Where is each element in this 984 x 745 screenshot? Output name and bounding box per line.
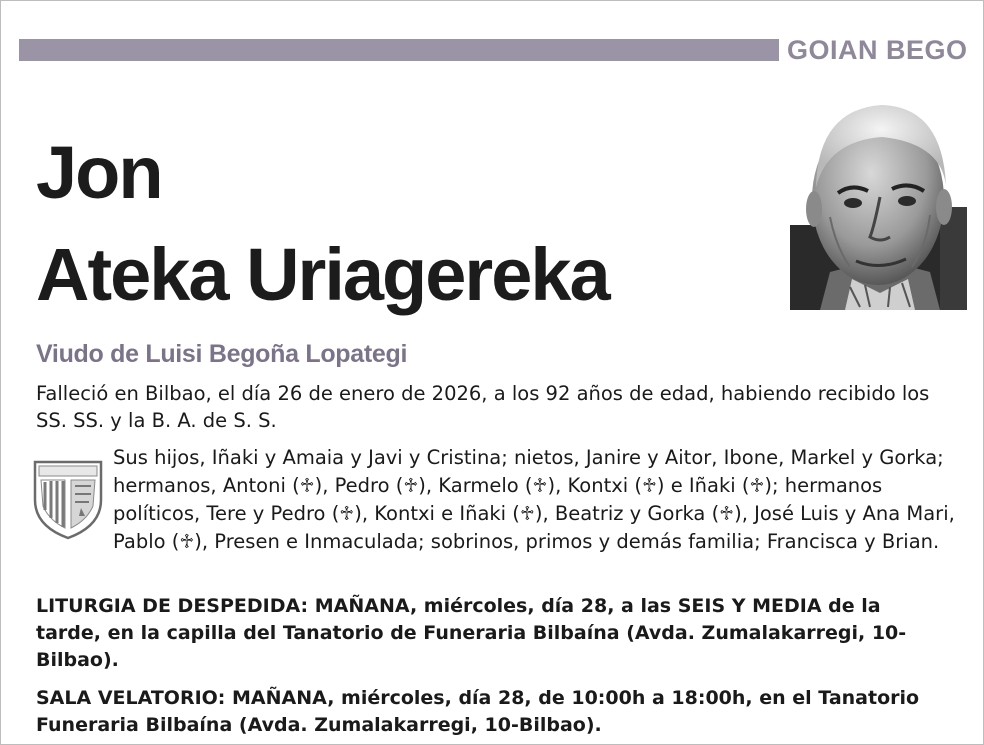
family-list: Sus hijos, Iñaki y Amaia y Javi y Cristina; nietos, Janire y Aitor, Ibone, Markel y Gorka; hermanos, Antoni (♱), Pedro (♱), Karmelo (♱), Kontxi (♱) e Iñaki (♱); hermanos políticos, Tere y Pedro (♱), Kontxi e Iñaki (♱), Beatriz y Gorka (♱), José Luis y Ana Mari, Pablo (♱), Presen e Inmaculada; sobrinos, primos y demás familia; Francisca y Brian. xyxy=(113,446,955,553)
liturgy-info: LITURGIA DE DESPEDIDA: MAÑANA, miércoles, día 28, a las SEIS Y MEDIA de la tarde, en la capilla del Tanatorio de Funeraria Bilbaína (Avda. Zumalakarregi, 10-Bilbao). xyxy=(36,595,907,671)
deceased-first-name: Jon xyxy=(36,131,162,214)
crest-shield-icon xyxy=(31,456,105,540)
athletic-club-crest-icon xyxy=(31,456,105,540)
deceased-last-names: Ateka Uriagereka xyxy=(36,233,609,316)
header-bar xyxy=(19,39,779,61)
widower-of: Viudo de Luisi Begoña Lopategi xyxy=(36,340,408,368)
death-notice: Falleció en Bilbao, el día 26 de enero de 2026, a los 92 años de edad, habiendo recibido los SS. SS. y la B. A. de S. S. xyxy=(36,382,930,432)
portrait-photo xyxy=(790,97,967,310)
wake-room-info: SALA VELATORIO: MAÑANA, miércoles, día 28, de 10:00h a 18:00h, en el Tanatorio Funeraria Bilbaína (Avda. Zumalakarregi, 10-Bilbao). xyxy=(36,687,920,736)
header-label: GOIAN BEGO xyxy=(787,35,968,65)
portrait-icon xyxy=(790,97,967,310)
